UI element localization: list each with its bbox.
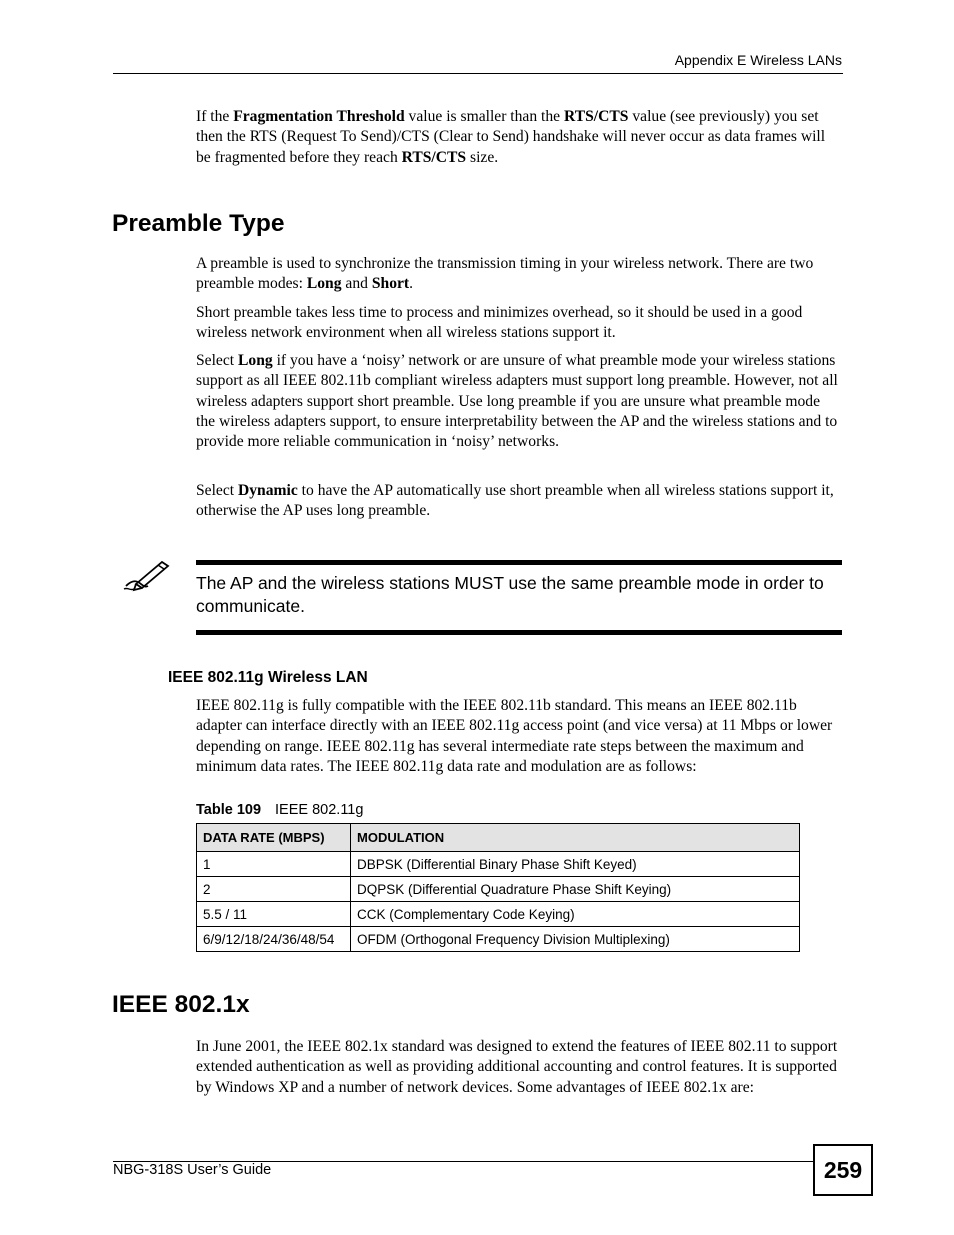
ieee8021x-heading: IEEE 802.1x <box>112 991 250 1018</box>
table-title <box>196 802 363 818</box>
modulation-cell: DQPSK (Differential Quadrature Phase Shift Keying) <box>351 877 800 902</box>
modulation-cell: DBPSK (Differential Binary Phase Shift Keyed) <box>351 852 800 877</box>
note-text: The AP and the wireless stations MUST use the same preamble mode in order to communicate. <box>196 573 824 616</box>
ieee80211g-paragraph: IEEE 802.11g is fully compatible with the IEEE 802.11b standard. This means an IEEE 802.11b adapter can interface directly with an IEEE 802.11g access point (and vice versa) at 11 Mbps or lower depending on range. IEEE 802.11g has several intermediate rate steps between the maximum and minimum data rates. The IEEE 802.11g data rate and modulation are as follows: <box>196 697 833 775</box>
data-rate-table <box>196 823 800 952</box>
table-header-row <box>197 824 800 852</box>
preamble-paragraph-1: A preamble is used to synchronize the transmission timing in your wireless network. There are two preamble modes: Long and Short. <box>196 255 814 293</box>
preamble-paragraph-3: Select Long if you have a ‘noisy’ network or are unsure of what preamble mode your wireless stations support as all IEEE 802.11b compliant wireless adapters must support long preamble. However, not all wireless adapters support short preamble. Use long preamble if you are unsure what preamble mode the wireless adapters support, to ensure interpretability between the AP and the wireless stations and to provide more reliable communication in ‘noisy’ networks. <box>196 352 838 451</box>
preamble-paragraph-4: Select Dynamic to have the AP automatically use short preamble when all wireless stations support it, otherwise the AP uses long preamble. <box>196 482 834 520</box>
data-rate-cell: 6/9/12/18/24/36/48/54 <box>197 927 351 952</box>
data-rate-cell: 1 <box>197 852 351 877</box>
note-pen-icon <box>122 556 174 594</box>
column-header-modulation: MODULATION <box>351 824 800 852</box>
note-top-rule <box>196 560 842 565</box>
guide-title: NBG-318S User’s Guide <box>113 1162 272 1178</box>
modulation-cell: CCK (Complementary Code Keying) <box>351 902 800 927</box>
preamble-paragraph-2: Short preamble takes less time to process and minimizes overhead, so it should be used in a good wireless network environment when all wireless stations support it. <box>196 304 803 342</box>
preamble-heading: Preamble Type <box>112 210 285 237</box>
ieee80211g-heading: IEEE 802.11g Wireless LAN <box>168 669 368 686</box>
modulation-cell: OFDM (Orthogonal Frequency Division Multiplexing) <box>351 927 800 952</box>
header-rule <box>113 73 843 74</box>
note-bottom-rule <box>196 630 842 635</box>
data-rate-cell: 2 <box>197 877 351 902</box>
intro-paragraph: If the Fragmentation Threshold value is smaller than the RTS/CTS value (see previously) you set then the RTS (Request To Send)/CTS (Clear to Send) handshake will never occur as data frames will be fragmented before they reach RTS/CTS size. <box>196 108 826 166</box>
table-row <box>197 877 800 902</box>
table-row <box>197 852 800 877</box>
table-number: Table 109 <box>196 802 262 818</box>
page-number: 259 <box>813 1144 873 1196</box>
ieee8021x-paragraph: In June 2001, the IEEE 802.1x standard was designed to extend the features of IEEE 802.11 to support extended authentication as well as providing additional accounting and control features. It is supported by Windows XP and a number of network devices. Some advantages of IEEE 802.1x are: <box>196 1038 838 1096</box>
data-rate-cell: 5.5 / 11 <box>197 902 351 927</box>
table-row <box>197 927 800 952</box>
table-caption: IEEE 802.11g <box>275 802 364 818</box>
running-header: Appendix E Wireless LANs <box>674 52 842 68</box>
table-row <box>197 902 800 927</box>
column-header-data-rate: DATA RATE (MBPS) <box>197 824 351 852</box>
